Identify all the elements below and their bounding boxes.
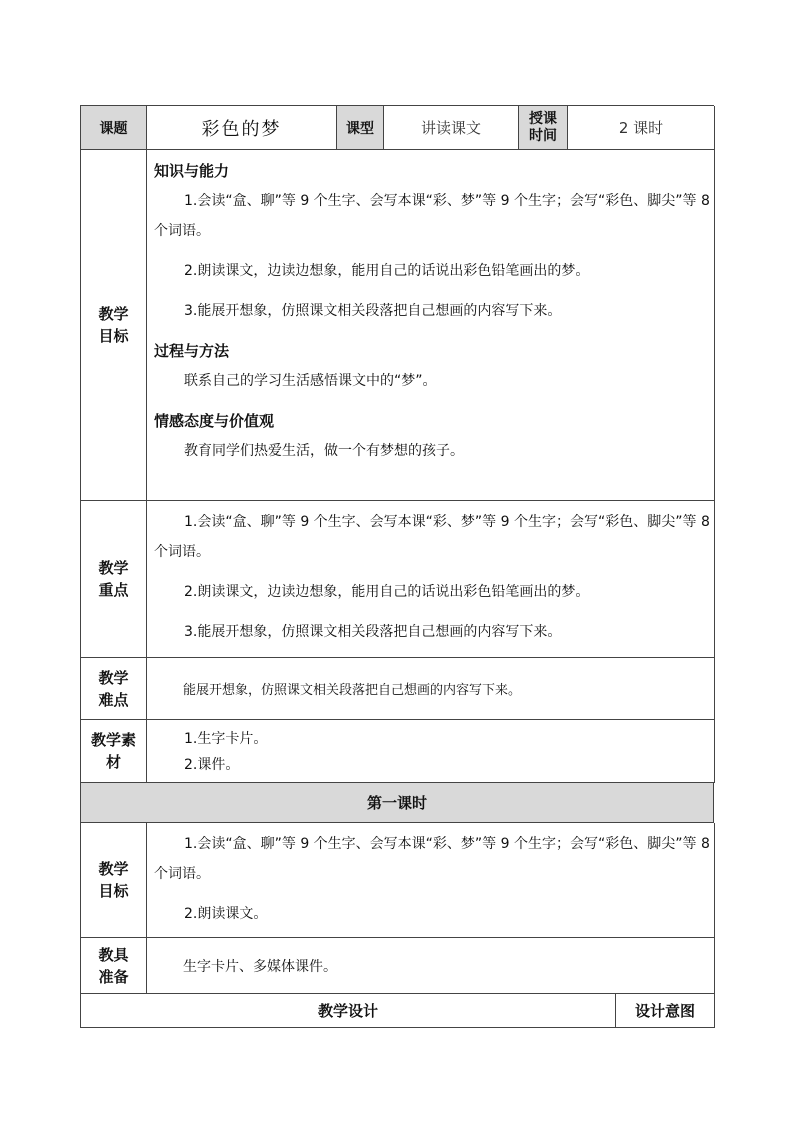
goals-label: [81, 150, 147, 501]
goals-content: [147, 150, 715, 501]
focus-item-2: 2.朗读课文，边读边想象，能用自己的话说出彩色铅笔画出的梦。: [184, 584, 590, 600]
materials-row: [80, 720, 714, 783]
time-label-line2: 时间: [529, 127, 557, 144]
difficulty-row: [80, 658, 714, 720]
design-left-header: 教学设计: [81, 994, 616, 1028]
goals-item-1: 1.会读“盒、聊”等 9 个生字、会写本课“彩、梦”等 9 个生字；会写“彩色、脚尖”等 8 个词语。: [154, 193, 710, 239]
time-label-line1: 授课: [529, 110, 557, 127]
materials-item-2: 2.课件。: [184, 757, 240, 773]
focus-item-1: 1.会读“盒、聊”等 9 个生字、会写本课“彩、梦”等 9 个生字；会写“彩色、脚尖”等 8 个词语。: [154, 514, 710, 560]
goals-section-process: 过程与方法: [154, 342, 230, 360]
difficulty-text: 能展开想象，仿照课文相关段落把自己想画的内容写下来。: [183, 683, 522, 698]
header-row: [80, 105, 714, 150]
lesson-goal-1: 1.会读“盒、聊”等 9 个生字、会写本课“彩、梦”等 9 个生字；会写“彩色、脚尖”等 8 个词语。: [154, 836, 710, 882]
focus-item-3: 3.能展开想象，仿照课文相关段落把自己想画的内容写下来。: [184, 624, 562, 640]
time-value: 2 课时: [568, 106, 715, 150]
goals-item-2: 2.朗读课文，边读边想象，能用自己的话说出彩色铅笔画出的梦。: [184, 263, 590, 279]
goals-section-knowledge: 知识与能力: [154, 162, 230, 180]
materials-item-1: 1.生字卡片。: [184, 731, 268, 747]
focus-label: [81, 501, 147, 658]
goals-row: [80, 150, 714, 501]
materials-label-line2: 材: [105, 753, 121, 771]
type-value: 讲读课文: [384, 106, 519, 150]
topic-label: 课题: [81, 106, 147, 150]
prep-content: [147, 938, 715, 994]
first-lesson-title: 第一课时: [81, 783, 714, 823]
lesson-goals-label-line1: 教学: [98, 860, 129, 878]
goals-item-4: 联系自己的学习生活感悟课文中的“梦”。: [184, 373, 437, 389]
lesson-goals-label: [81, 823, 147, 938]
design-right-header: 设计意图: [616, 994, 715, 1028]
prep-text: 生字卡片、多媒体课件。: [183, 958, 337, 975]
goals-section-attitude: 情感态度与价值观: [154, 412, 275, 430]
first-lesson-row: [80, 783, 714, 823]
prep-label-line2: 准备: [98, 967, 129, 986]
materials-label: [81, 720, 147, 783]
goals-label-line1: 教学: [98, 305, 129, 323]
lesson-goal-2: 2.朗读课文。: [184, 906, 268, 922]
difficulty-label-line1: 教学: [98, 668, 129, 687]
focus-content: [147, 501, 715, 658]
materials-label-line1: 教学素: [90, 731, 136, 749]
prep-row: [80, 938, 714, 994]
lesson-goals-content: [147, 823, 715, 938]
goals-item-5: 教育同学们热爱生活，做一个有梦想的孩子。: [184, 443, 464, 459]
focus-label-line2: 重点: [98, 581, 129, 599]
difficulty-label-line2: 难点: [98, 690, 129, 709]
design-row: [80, 994, 714, 1028]
lesson-goals-label-line2: 目标: [98, 882, 129, 900]
time-label: [519, 106, 568, 150]
lesson-goals-row: [80, 823, 714, 938]
goals-item-3: 3.能展开想象，仿照课文相关段落把自己想画的内容写下来。: [184, 303, 562, 319]
focus-label-line1: 教学: [98, 559, 129, 577]
lesson-plan-table: [80, 105, 714, 1028]
difficulty-content: [147, 658, 715, 720]
topic-value: 彩色的梦: [147, 106, 337, 150]
difficulty-label: [81, 658, 147, 720]
type-label: 课型: [337, 106, 384, 150]
goals-label-line2: 目标: [98, 327, 129, 345]
focus-row: [80, 501, 714, 658]
prep-label-line1: 教具: [98, 945, 129, 964]
materials-content: [147, 720, 715, 783]
prep-label: [81, 938, 147, 994]
